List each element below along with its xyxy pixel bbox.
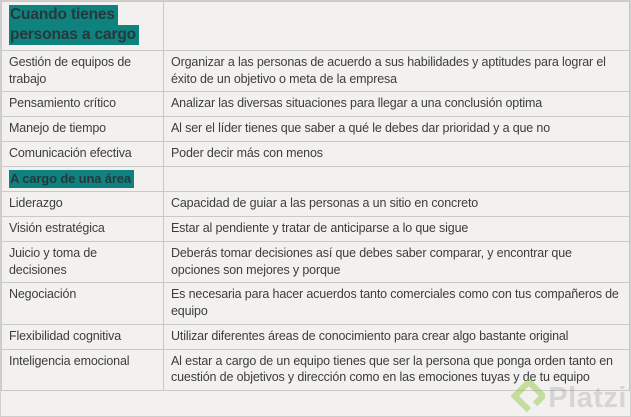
description-cell: Poder decir más con menos xyxy=(164,141,630,166)
skill-cell: Visión estratégica xyxy=(2,217,164,242)
section-header-row xyxy=(2,166,630,192)
skill-cell: Liderazgo xyxy=(2,192,164,217)
table-row xyxy=(2,50,630,92)
skill-cell: Comunicación efectiva xyxy=(2,141,164,166)
watermark-label: Platzi xyxy=(548,382,627,414)
skill-cell: Flexibilidad cognitiva xyxy=(2,324,164,349)
table-row xyxy=(2,141,630,166)
table-row xyxy=(2,241,630,283)
table-row xyxy=(2,92,630,117)
description-cell: Al estar a cargo de un equipo tienes que ser la persona que ponga orden tanto en cuestión de objetivos y dirección como en las emociones tuyas y de tu equipo xyxy=(164,349,630,391)
skills-table xyxy=(1,1,630,391)
table-row xyxy=(2,324,630,349)
description-cell: Analizar las diversas situaciones para llegar a una conclusión optima xyxy=(164,92,630,117)
table-row xyxy=(2,192,630,217)
description-cell: Organizar a las personas de acuerdo a sus habilidades y aptitudes para lograr el éxito de un objetivo o meta de la empresa xyxy=(164,50,630,92)
skill-cell: Inteligencia emocional xyxy=(2,349,164,391)
table-row xyxy=(2,283,630,325)
table-row xyxy=(2,217,630,242)
description-cell: Capacidad de guiar a las personas a un sitio en concreto xyxy=(164,192,630,217)
section-header-row xyxy=(2,2,630,51)
skill-cell: Pensamiento crítico xyxy=(2,92,164,117)
section-header-cell xyxy=(2,166,164,192)
description-cell: Utilizar diferentes áreas de conocimiento para crear algo bastante original xyxy=(164,324,630,349)
empty-cell xyxy=(164,166,630,192)
empty-cell xyxy=(164,2,630,51)
skill-cell: Gestión de equipos de trabajo xyxy=(2,50,164,92)
description-cell: Estar al pendiente y tratar de anticiparse a lo que sigue xyxy=(164,217,630,242)
section-header-label: Cuando tienes personas a cargo xyxy=(9,5,139,45)
skills-table-body xyxy=(2,2,630,391)
table-row xyxy=(2,349,630,391)
description-cell: Es necesaria para hacer acuerdos tanto comerciales como con tus compañeros de equipo xyxy=(164,283,630,325)
section-header-label: A cargo de una área xyxy=(9,170,134,188)
description-cell: Al ser el líder tienes que saber a qué le debes dar prioridad y a que no xyxy=(164,117,630,142)
section-header-cell xyxy=(2,2,164,51)
description-cell: Deberás tomar decisiones así que debes saber comparar, y encontrar que opciones son mejores y porque xyxy=(164,241,630,283)
table-row xyxy=(2,117,630,142)
skill-cell: Manejo de tiempo xyxy=(2,117,164,142)
skill-cell: Juicio y toma de decisiones xyxy=(2,241,164,283)
skill-cell: Negociación xyxy=(2,283,164,325)
